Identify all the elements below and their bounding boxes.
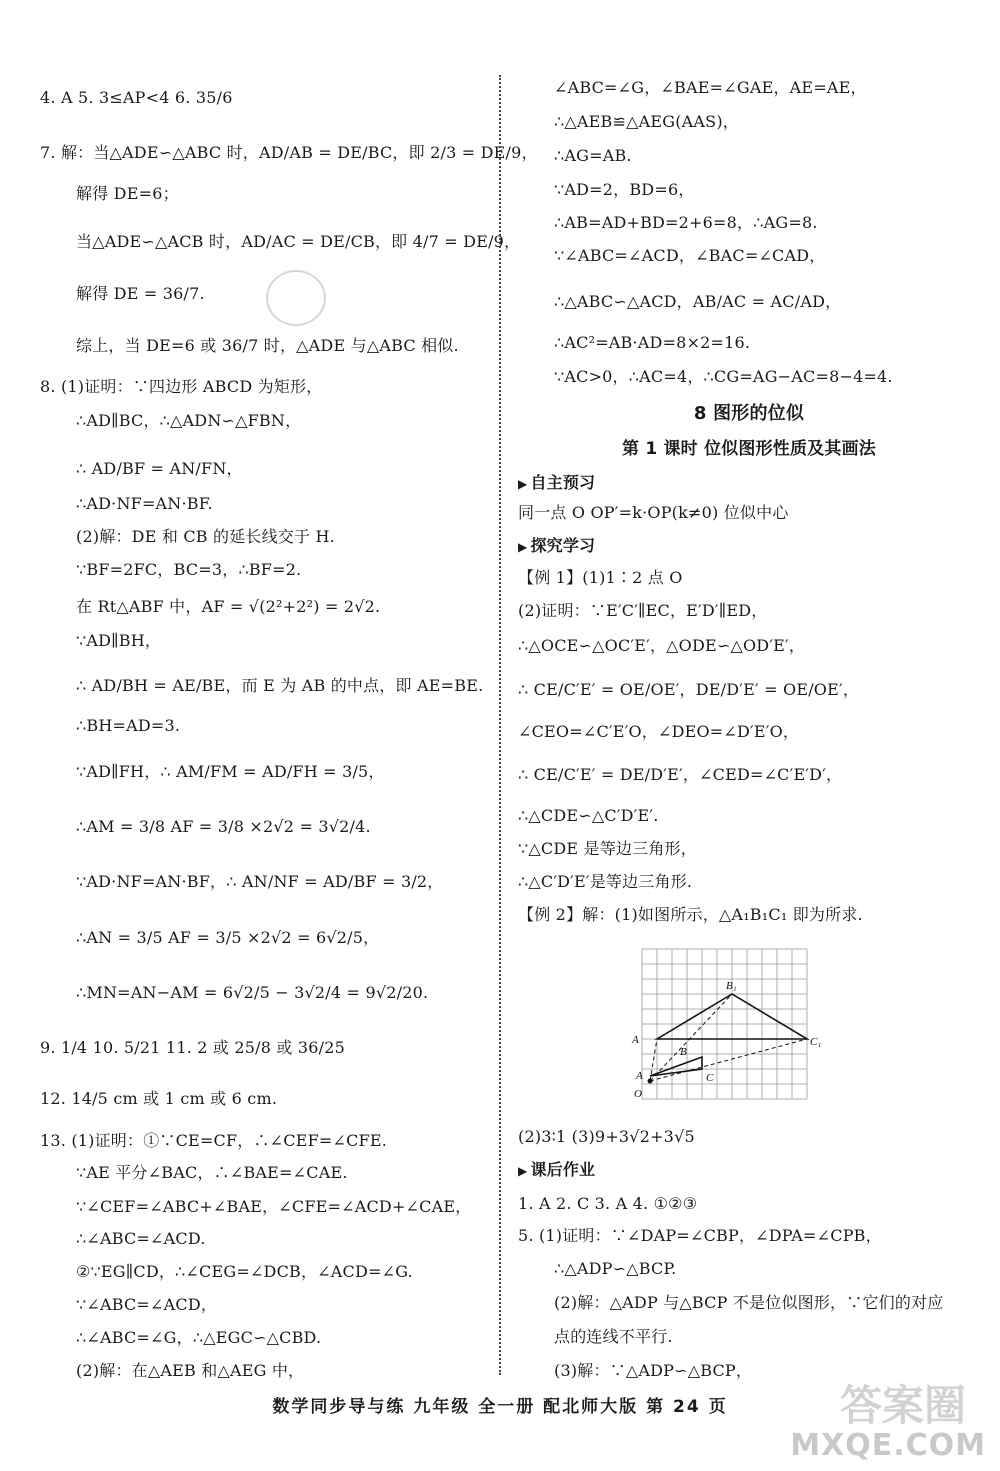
answer-line: (2)解：在△AEB 和△AEG 中，: [76, 1361, 305, 1380]
label-b: B: [680, 1046, 687, 1058]
answer-line: 点的连线不平行.: [554, 1327, 673, 1346]
answer-line: ∴AD·NF=AN·BF.: [76, 494, 213, 513]
faded-stamp: [266, 270, 326, 326]
triangle-marker-icon: ▶: [518, 540, 528, 554]
center-point-o: [648, 1079, 653, 1084]
answer-line: ∴AB=AD+BD=2+6=8，∴AG=8.: [554, 213, 818, 232]
answer-line: ∵AE 平分∠BAC，∴∠BAE=∠CAE.: [76, 1163, 348, 1182]
answer-line: 8. (1)证明：∵四边形 ABCD 为矩形，: [40, 377, 323, 396]
answer-line: 在 Rt△ABF 中，AF = √(2²+2²) = 2√2.: [76, 597, 381, 616]
answer-line: ∴△C′D′E′是等边三角形.: [518, 872, 693, 891]
answer-line: ∵AD∥BH，: [76, 631, 162, 650]
label-c1: C₁: [810, 1036, 822, 1048]
label-b1: B₁: [726, 980, 737, 992]
answer-line: (2)3∶1 (3)9+3√2+3√5: [518, 1127, 695, 1146]
answer-line: 9. 1/4 10. 5/21 11. 2 或 25/8 或 36/25: [40, 1038, 346, 1057]
answer-line: 解得 DE = 36/7.: [76, 284, 205, 303]
answer-line: 解得 DE=6；: [76, 184, 179, 203]
page-footer: 数学同步导与练 九年级 全一册 配北师大版 第 24 页: [272, 1397, 728, 1417]
answer-line: ∴ CE/C′E′ = OE/OE′，DE/D′E′ = OE/OE′，: [518, 680, 860, 699]
answer-line: ∴AM = 3/8 AF = 3/8 ×2√2 = 3√2/4.: [76, 817, 371, 836]
answer-line: ∵∠ABC=∠ACD，: [76, 1295, 218, 1314]
answer-line: 【例 2】解：(1)如图所示，△A₁B₁C₁ 即为所求.: [518, 905, 863, 924]
answer-line: ∴△AEB≌△AEG(AAS)，: [554, 112, 739, 131]
answer-line: 综上，当 DE=6 或 36/7 时，△ADE 与△ABC 相似.: [76, 336, 459, 355]
answer-line: ∴AC²=AB·AD=8×2=16.: [554, 333, 751, 352]
lesson-title: 第 1 课时 位似图形性质及其画法: [622, 439, 876, 459]
label-a1: A: [632, 1034, 639, 1046]
subsection-label: 探究学习: [530, 536, 596, 555]
answer-line: 同一点 O OP′=k·OP(k≠0) 位似中心: [518, 503, 789, 522]
answer-line: 12. 14/5 cm 或 1 cm 或 6 cm.: [40, 1089, 278, 1108]
answer-line: ∵AD=2，BD=6，: [554, 180, 695, 199]
label-o: O: [634, 1088, 642, 1100]
answer-line: 1. A 2. C 3. A 4. ①②③: [518, 1194, 698, 1213]
answer-line: ∵∠ABC=∠ACD，∠BAC=∠CAD，: [554, 246, 826, 265]
answer-line: ∴△ADP∽△BCP.: [554, 1259, 677, 1278]
answer-line: ∴∠ABC=∠ACD.: [76, 1229, 206, 1248]
answer-line: ∴MN=AN−AM = 6√2/5 − 3√2/4 = 9√2/20.: [76, 983, 429, 1002]
answer-line: 13. (1)证明：①∵CE=CF，∴∠CEF=∠CFE.: [40, 1131, 388, 1150]
answer-line: ∴AN = 3/5 AF = 3/5 ×2√2 = 6√2/5，: [76, 928, 380, 947]
triangle-marker-icon: ▶: [518, 477, 528, 491]
answer-line: ∵AD∥FH，∴ AM/FM = AD/FH = 3/5，: [76, 762, 385, 781]
subsection-homework: [518, 1160, 595, 1181]
homothety-grid-figure: [630, 945, 820, 1105]
answer-line: (2)证明：∵E′C′∥EC，E′D′∥ED，: [518, 601, 768, 620]
answer-line: ∠ABC=∠G，∠BAE=∠GAE，AE=AE，: [554, 78, 867, 97]
answer-line: (3)解：∵△ADP∽△BCP，: [554, 1361, 753, 1380]
answer-line: ∴△CDE∽△C′D′E′.: [518, 806, 659, 825]
watermark-text: MXQE.COM: [790, 1428, 986, 1463]
answer-line: ∠CEO=∠C′E′O，∠DEO=∠D′E′O，: [518, 722, 800, 741]
answer-line: (2)解：△ADP 与△BCP 不是位似图形，∵它们的对应: [554, 1293, 944, 1312]
answer-line: 7. 解：当△ADE∽△ABC 时，AD/AB = DE/BC，即 2/3 = DE/9，: [40, 143, 538, 162]
subsection-label: 自主预习: [530, 473, 596, 492]
subsection-explore: [518, 536, 595, 557]
answer-line: ∴ CE/C′E′ = DE/D′E′，∠CED=∠C′E′D′，: [518, 765, 843, 784]
answer-line: ∴ AD/BF = AN/FN，: [76, 459, 243, 478]
subsection-preview: [518, 473, 595, 494]
answer-line: ∵AD·NF=AN·BF，∴ AN/NF = AD/BF = 3/2，: [76, 872, 444, 891]
answer-line: (2)解：DE 和 CB 的延长线交于 H.: [76, 527, 335, 546]
answer-line: 4. A 5. 3≤AP<4 6. 35/6: [40, 88, 233, 107]
answer-line: ∴AD∥BC，∴△ADN∽△FBN，: [76, 411, 302, 430]
answer-line: ∴ AD/BH = AE/BE，而 E 为 AB 的中点，即 AE=BE.: [76, 676, 484, 695]
answer-line: ∴∠ABC=∠G，∴△EGC∽△CBD.: [76, 1328, 322, 1347]
column-divider: [499, 75, 501, 1375]
triangle-marker-icon: ▶: [518, 1164, 528, 1178]
triangle-abc: [650, 1057, 702, 1076]
section-title: 8 图形的位似: [693, 403, 805, 424]
answer-line: ∵△CDE 是等边三角形，: [518, 839, 697, 858]
label-c: C: [706, 1072, 714, 1084]
answer-line: ∵AC>0，∴AC=4，∴CG=AG−AC=8−4=4.: [554, 367, 893, 386]
answer-line: ∴AG=AB.: [554, 146, 632, 165]
answer-line: ∴△OCE∽△OC′E′，△ODE∽△OD′E′，: [518, 636, 806, 655]
answer-line: 当△ADE∽△ACB 时，AD/AC = DE/CB，即 4/7 = DE/9，: [76, 232, 521, 251]
subsection-label: 课后作业: [530, 1160, 596, 1179]
answer-line: 【例 1】(1)1∶2 点 O: [518, 568, 683, 587]
answer-line: ∵BF=2FC，BC=3，∴BF=2.: [76, 560, 302, 579]
label-a: A: [636, 1070, 643, 1082]
answer-line: 5. (1)证明：∵∠DAP=∠CBP，∠DPA=∠CPB，: [518, 1226, 882, 1245]
watermark-logo: 答案圈: [839, 1381, 966, 1430]
answer-line: ②∵EG∥CD，∴∠CEG=∠DCB，∠ACD=∠G.: [76, 1262, 413, 1281]
answer-line: ∵∠CEF=∠ABC+∠BAE，∠CFE=∠ACD+∠CAE，: [76, 1197, 472, 1216]
answer-line: ∴BH=AD=3.: [76, 716, 181, 735]
answer-line: ∴△ABC∽△ACD，AB/AC = AC/AD，: [554, 292, 842, 311]
